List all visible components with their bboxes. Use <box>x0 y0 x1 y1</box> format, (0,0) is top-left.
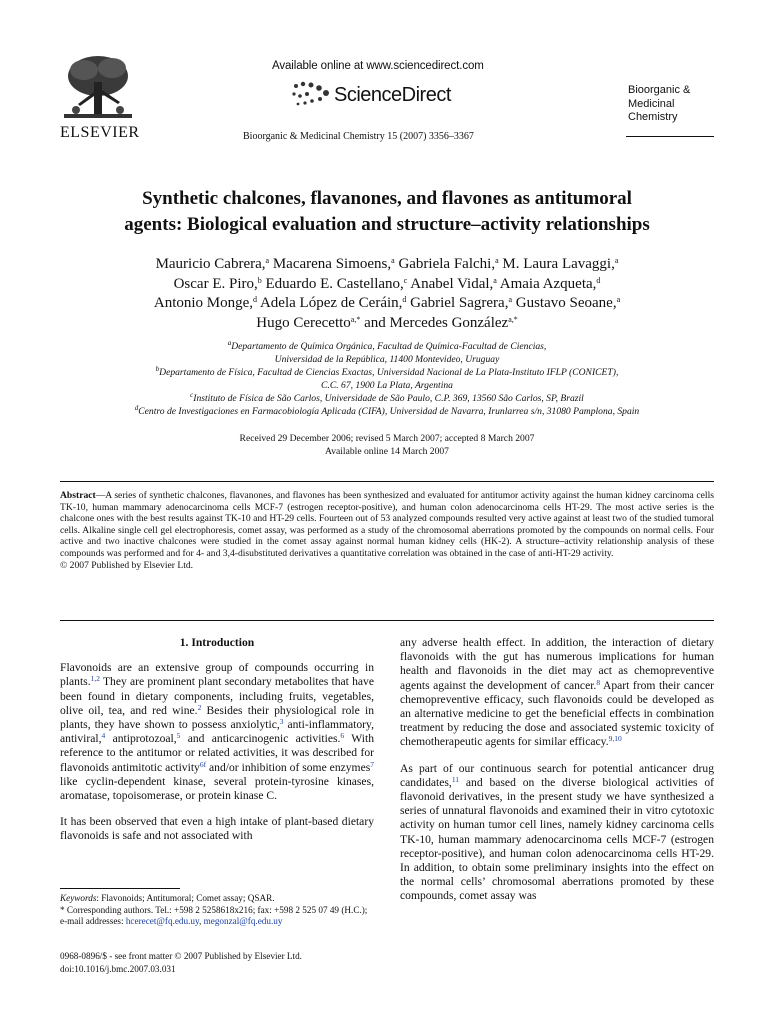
affiliation-marker: b <box>155 365 160 373</box>
keywords-text: : Flavonoids; Antitumoral; Comet assay; QSAR. <box>96 893 275 903</box>
citation-link[interactable]: 11 <box>451 774 460 784</box>
issn-line: 0968-0896/$ - see front matter © 2007 Published by Elsevier Ltd. <box>60 951 302 961</box>
author-affiliation-marker: a <box>493 275 497 285</box>
author-affiliation-marker: a <box>495 256 499 265</box>
article-title <box>60 186 714 238</box>
affiliation <box>60 405 714 418</box>
received-dates: Received 29 December 2006; revised 5 March 2007; accepted 8 March 2007 <box>239 433 535 444</box>
paragraph-text: They are prominent plant secondary metabolites that have been found in dietary components, including fruits, vegetables, olive oil, tea, and red wine. <box>60 675 374 717</box>
author-name: Antonio Monge, <box>153 295 254 311</box>
citation-link[interactable]: 1,2 <box>90 674 100 684</box>
abstract-heading: Abstract <box>60 490 96 501</box>
affiliation <box>60 366 714 392</box>
author-affiliation-marker: b <box>257 275 262 285</box>
footnote-rule <box>60 888 180 889</box>
affiliation-text: Departamento de Física, Facultad de Ciencias Exactas, Universidad Nacional de La Plata-Instituto IFLP (CONICET), <box>159 367 619 378</box>
paragraph-text: Flavonoids are an extensive group of compounds occurring in plants. <box>60 661 374 689</box>
corresponding-text: * Corresponding authors. Tel.: +598 2 5258618x216; fax: +598 2 525 07 49 (H.C.); e-mail addresses: <box>60 904 368 927</box>
paragraph-text: and based on the diverse biological activities of flavonoid derivatives, in the present study we have synthesized a series of unnatural flavonoids and examined their in vitro cytotoxic activity on human tumor cell lines, namely kidney carcinoma cells TK-10, human mammary adenocarcinoma cells MCF-7 (estrogen receptor-positive), and human colon adenocarcinoma cells HT-29. In addition, to obtain some preliminary insights into the effect on the normal cells’ chromosomal aberrations promoted by these compounds, comet assay was <box>400 775 714 903</box>
keywords-label: Keywords <box>60 893 97 903</box>
affiliation-text: Instituto de Física de São Carlos, Universidade de São Paulo, C.P. 369, 13560 São Carlos, SP, Brazil <box>193 393 584 404</box>
article-dates <box>60 432 714 458</box>
paragraph-text: and/or inhibition of some enzymes <box>206 760 371 774</box>
elsevier-tree-logo <box>60 52 136 124</box>
citation-link[interactable]: 2 <box>197 702 202 712</box>
affiliation <box>60 392 714 405</box>
keywords <box>60 893 376 905</box>
citation-link[interactable]: 5 <box>176 731 181 741</box>
email-link[interactable]: hcerecet@fq.edu.uy <box>125 916 199 927</box>
journal-divider <box>626 136 714 137</box>
author-affiliation-marker: d <box>402 295 407 304</box>
sciencedirect-dots-icon <box>290 80 332 110</box>
citation-link[interactable]: 8 <box>596 677 601 687</box>
author-name: Mauricio Cabrera, <box>155 256 266 272</box>
affiliation-marker: a <box>227 339 232 347</box>
section-heading: 1. Introduction <box>179 636 255 649</box>
author-affiliation-marker: d <box>253 295 258 304</box>
abstract <box>60 490 714 571</box>
affiliation <box>60 340 714 366</box>
paragraph <box>400 762 714 904</box>
paragraph <box>60 661 374 803</box>
corresponding-author-note <box>60 905 376 928</box>
paragraph <box>400 636 714 750</box>
affiliation-text: Universidad de la República, 11400 Montevideo, Uruguay <box>274 354 500 365</box>
author-affiliation-marker: a,* <box>508 314 518 324</box>
author-name: Gabriel Sagrera, <box>410 295 509 311</box>
citation-link[interactable]: 6 <box>340 731 345 741</box>
paragraph-text: antiprotozoal, <box>105 732 177 746</box>
paragraph-text: With reference to the antitumor or related activities, it was described for flavonoids antimitotic activity <box>60 732 374 774</box>
author-name: Macarena Simoens, <box>272 256 392 272</box>
citation-link[interactable]: 6f <box>199 759 207 769</box>
email-link[interactable]: megonzal@fq.edu.uy <box>203 916 283 927</box>
affiliation-marker: d <box>134 404 139 412</box>
abstract-text: —A series of synthetic chalcones, flavanones, and flavones has been synthesized and evaluated for antitumor activity against the human kidney carcinoma cells TK-10, human mammary adenocarcinoma cells MCF-7 (estrogen receptor-positive), and human colon adenocarcinoma cells HT-29. The most active series is the chalcone ones with the best results against TK-10 and HT-29 cells. Fourteen out of 53 analyzed compounds resulted very active against at least two of the studied tumoral cells. Alkaline single cell gel electrophoresis, comet assay, was performed as a study of the chromosomal aberrations promoted by the compounds on normal cells. Four active and two inactive chalcones were studied in the comet assay against normal human kidney cells (HK-2). A structure–activity relationship analysis of these compounds was performed and for 4- and 3,4-disubstituted derivatives a quantitative correlation was obtained in the case of anti-HT-29 activity. <box>60 490 714 559</box>
journal-name-line: Chemistry <box>628 111 678 123</box>
author-name: M. Laura Lavaggi, <box>502 256 615 272</box>
abstract-bottom-rule <box>60 620 714 621</box>
title-line: Synthetic chalcones, flavanones, and flavones as antitumoral <box>142 188 632 209</box>
citation-link[interactable]: 4 <box>101 731 106 741</box>
right-column <box>400 636 714 916</box>
author-affiliation-marker: a <box>508 295 513 304</box>
copyright: © 2007 Published by Elsevier Ltd. <box>60 559 194 571</box>
author-list <box>60 255 714 333</box>
author-affiliation-marker: a <box>391 256 395 265</box>
paragraph: It has been observed that even a high intake of plant-based dietary flavonoids is safe and not associated with <box>60 815 374 843</box>
author-affiliation-marker: a <box>265 256 270 265</box>
author-affiliation-marker: a <box>616 295 621 304</box>
affiliation-text: Centro de Investigaciones en Farmacobiología Aplicada (CIFA), Universidad de Navarra, Irunlarrea s/n, 31080 Pamplona, Spain <box>138 406 640 417</box>
author-name: Oscar E. Piro, <box>173 275 258 292</box>
paragraph-text: anti-inflammatory, antiviral, <box>60 718 374 746</box>
paragraph-text: any adverse health effect. In addition, the interaction of dietary flavonoids with the gut has numerous implications for human health and flavonoids in the diet may act as chemopreventive agents against the development of cancer. <box>400 636 714 692</box>
footnotes <box>60 893 376 928</box>
citation-link[interactable]: 3 <box>279 717 284 727</box>
author-affiliation-marker: d <box>596 275 601 285</box>
journal-name-line: Medicinal <box>628 97 675 110</box>
paragraph-text: Besides their physiological role in plants, they have shown to possess anxiolytic, <box>60 703 374 732</box>
affiliation-marker: c <box>190 391 194 399</box>
journal-name <box>628 84 718 125</box>
title-line: agents: Biological evaluation and structure–activity relationships <box>124 214 650 235</box>
citation-link[interactable]: 9,10 <box>608 734 622 744</box>
abstract-top-rule <box>60 481 714 482</box>
author-name: Gustavo Seoane, <box>515 295 617 311</box>
sciencedirect-wordmark: ScienceDirect <box>334 84 451 106</box>
author-name: Gabriela Falchi, <box>398 256 496 272</box>
paragraph-text: like cyclin-dependent kinase, several protein-tyrosine kinases, aromatase, topoisomerase, or protein kinase C. <box>60 774 374 803</box>
author-affiliation-marker: a <box>614 256 619 265</box>
affiliation-text: C.C. 67, 1900 La Plata, Argentina <box>321 380 453 391</box>
email-separator: , <box>199 916 204 927</box>
author-name: Hugo Cerecetto <box>256 314 351 331</box>
paragraph-text: As part of our continuous search for potential anticancer drug candidates, <box>400 761 714 789</box>
author-name: Eduardo E. Castellano, <box>265 275 404 292</box>
author-affiliation-marker: a,* <box>350 314 361 324</box>
author-name: Adela López de Ceráin, <box>259 295 403 311</box>
left-column <box>60 636 374 856</box>
author-affiliation-marker: c <box>403 275 408 285</box>
doi-line: doi:10.1016/j.bmc.2007.03.031 <box>60 964 176 974</box>
journal-name-line: Bioorganic & <box>628 84 691 96</box>
affiliation-list <box>60 340 714 418</box>
author-name: Anabel Vidal, <box>410 275 494 292</box>
citation-link[interactable]: 7 <box>370 759 374 769</box>
available-date: Available online 14 March 2007 <box>325 446 449 457</box>
affiliation-text: Departamento de Química Orgánica, Facultad de Química-Facultad de Ciencias, <box>231 341 547 352</box>
journal-citation: Bioorganic & Medicinal Chemistry 15 (2007) 3356–3367 <box>243 131 474 142</box>
paragraph-text: and anticarcinogenic activities. <box>180 732 341 746</box>
available-online-text: Available online at www.sciencedirect.com <box>272 60 484 72</box>
issn-block <box>60 950 302 976</box>
author-name: and Mercedes González <box>364 314 509 331</box>
author-name: Amaia Azqueta, <box>499 275 597 292</box>
publisher-name: ELSEVIER <box>60 124 140 141</box>
paragraph-text: Apart from their cancer chemopreventive efficacy, such flavonoids could be developed as an alternative medicine to get the beneficial effects in combination treatment by reducing the dose and associated systemic toxicity of chemotherapeutic agents for similar efficacy. <box>400 678 715 749</box>
